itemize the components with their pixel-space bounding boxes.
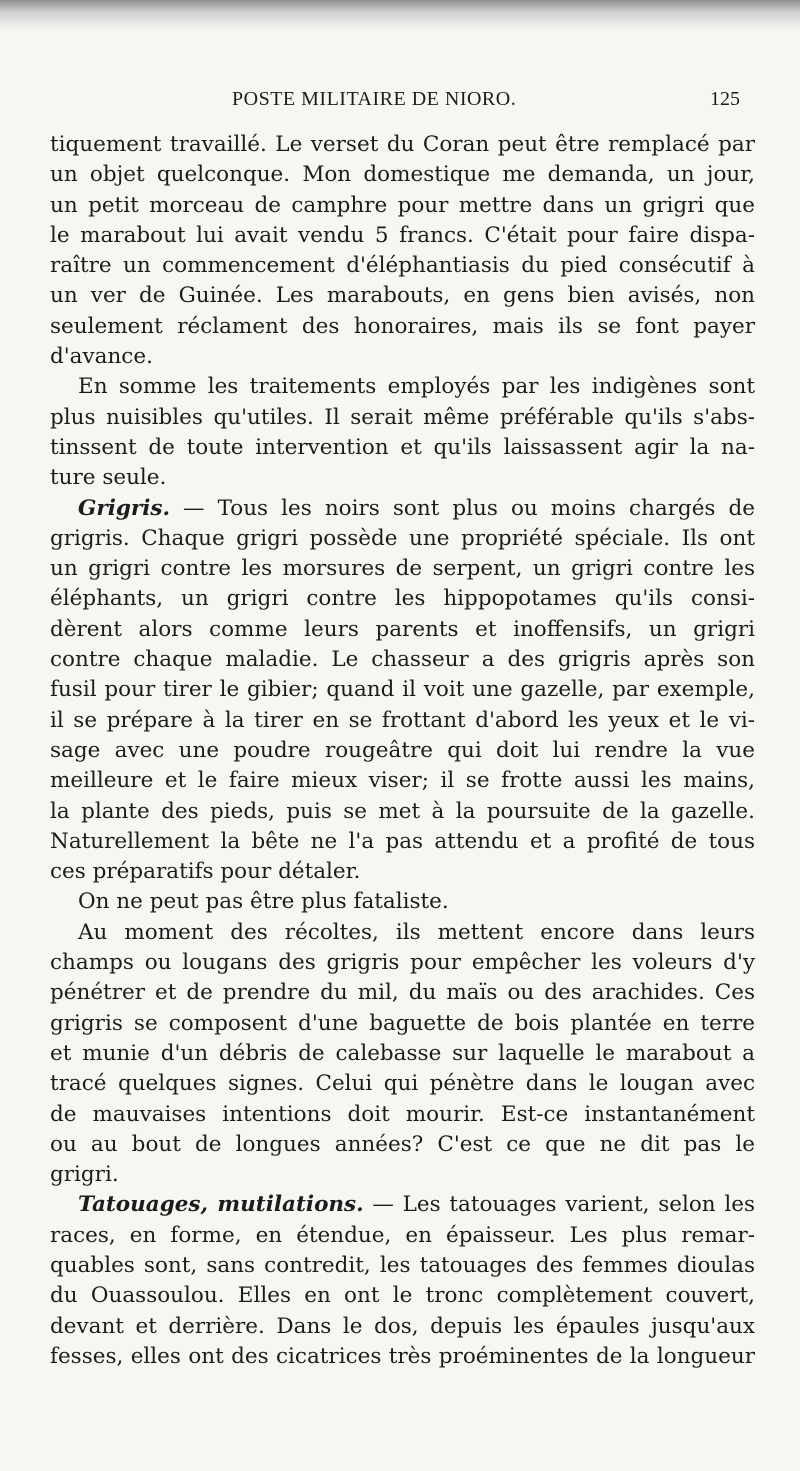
text-line: il se prépare à la tirer en se frottant d'abord les yeux et le vi-	[50, 707, 755, 733]
scan-top-edge	[0, 0, 800, 30]
text-line: grigri.	[50, 1162, 119, 1188]
text-line: de mauvaises intentions doit mourir. Est-ce instantanément	[50, 1101, 755, 1127]
text-line: races, en forme, en étendue, en épaisseur. Les plus remar-	[50, 1222, 755, 1248]
text-line: Naturellement la bête ne l'a pas attendu et a profité de tous	[50, 828, 755, 854]
text-line: la plante des pieds, puis se met à la poursuite de la gazelle.	[50, 798, 755, 824]
text-line: dèrent alors comme leurs parents et inoffensifs, un grigri	[50, 616, 755, 642]
text-line: grigris. Chaque grigri possède une propriété spéciale. Ils ont	[50, 525, 755, 551]
section-heading-grigris: Grigris.	[78, 495, 170, 521]
text-line: contre chaque maladie. Le chasseur a des grigris après son	[50, 647, 755, 673]
text-line: un petit morceau de camphre pour mettre dans un grigri que	[50, 192, 755, 218]
text-line: seulement réclament des honoraires, mais ils se font payer	[50, 313, 755, 339]
text-line: sage avec une poudre rougeâtre qui doit lui rendre la vue	[50, 737, 755, 763]
running-title: POSTE MILITAIRE DE NIORO.	[232, 88, 517, 110]
text-line: ture seule.	[50, 465, 167, 491]
text-line: et munie d'un débris de calebasse sur laquelle le marabout a	[50, 1040, 755, 1066]
text-line: un objet quelconque. Mon domestique me demanda, un jour,	[50, 162, 755, 188]
page-header	[0, 88, 800, 128]
text-run: — Les tatouages varient, selon les	[363, 1192, 755, 1218]
text-line: ou au bout de longues années? C'est ce que ne dit pas le	[50, 1131, 755, 1157]
text-line: du Ouassoulou. Elles en ont le tronc complètement couvert,	[50, 1283, 755, 1309]
text-line: On ne peut pas être plus fataliste.	[78, 889, 449, 915]
text-line: un ver de Guinée. Les marabouts, en gens bien avisés, non	[50, 283, 755, 309]
text-line: Au moment des récoltes, ils mettent encore dans leurs	[78, 919, 755, 945]
text-line: tiquement travaillé. Le verset du Coran peut être remplacé par	[50, 132, 755, 157]
text-line: meilleure et le faire mieux viser; il se frotte aussi les mains,	[50, 768, 755, 794]
text-line: raître un commencement d'éléphantiasis du pied consécutif à	[50, 253, 755, 279]
body-text	[50, 130, 755, 1372]
text-line	[50, 494, 755, 524]
text-line: pénétrer et de prendre du mil, du maïs ou des arachides. Ces	[50, 980, 755, 1006]
section-heading-tatouages: Tatouages, mutilations.	[78, 1192, 364, 1218]
text-line: fesses, elles ont des cicatrices très proéminentes de la longueur	[50, 1343, 755, 1369]
text-line: plus nuisibles qu'utiles. Il serait même préférable qu'ils s'abs-	[50, 404, 755, 430]
text-line: un grigri contre les morsures de serpent, un grigri contre les	[50, 556, 755, 582]
text-line: d'avance.	[50, 344, 153, 370]
page-number: 125	[710, 88, 740, 110]
text-line: éléphants, un grigri contre les hippopotames qu'ils consi-	[50, 586, 755, 612]
text-line: grigris se composent d'une baguette de bois plantée en terre	[50, 1010, 755, 1036]
text-line: tinssent de toute intervention et qu'ils laissassent agir la na-	[50, 434, 755, 460]
text-line: quables sont, sans contredit, les tatouages des femmes dioulas	[50, 1252, 755, 1278]
text-run: — Tous les noirs sont plus ou moins chargés de	[169, 495, 755, 521]
text-line: le marabout lui avait vendu 5 francs. C'était pour faire dispa-	[50, 222, 755, 248]
text-line	[50, 1190, 755, 1220]
text-line: En somme les traitements employés par les indigènes sont	[78, 374, 755, 400]
text-line: fusil pour tirer le gibier; quand il voit une gazelle, par exemple,	[50, 677, 755, 703]
text-line: tracé quelques signes. Celui qui pénètre dans le lougan avec	[50, 1071, 755, 1097]
text-line: ces préparatifs pour détaler.	[50, 859, 361, 885]
text-line: champs ou lougans des grigris pour empêcher les voleurs d'y	[50, 950, 755, 976]
text-line: devant et derrière. Dans le dos, depuis les épaules jusqu'aux	[50, 1313, 755, 1339]
